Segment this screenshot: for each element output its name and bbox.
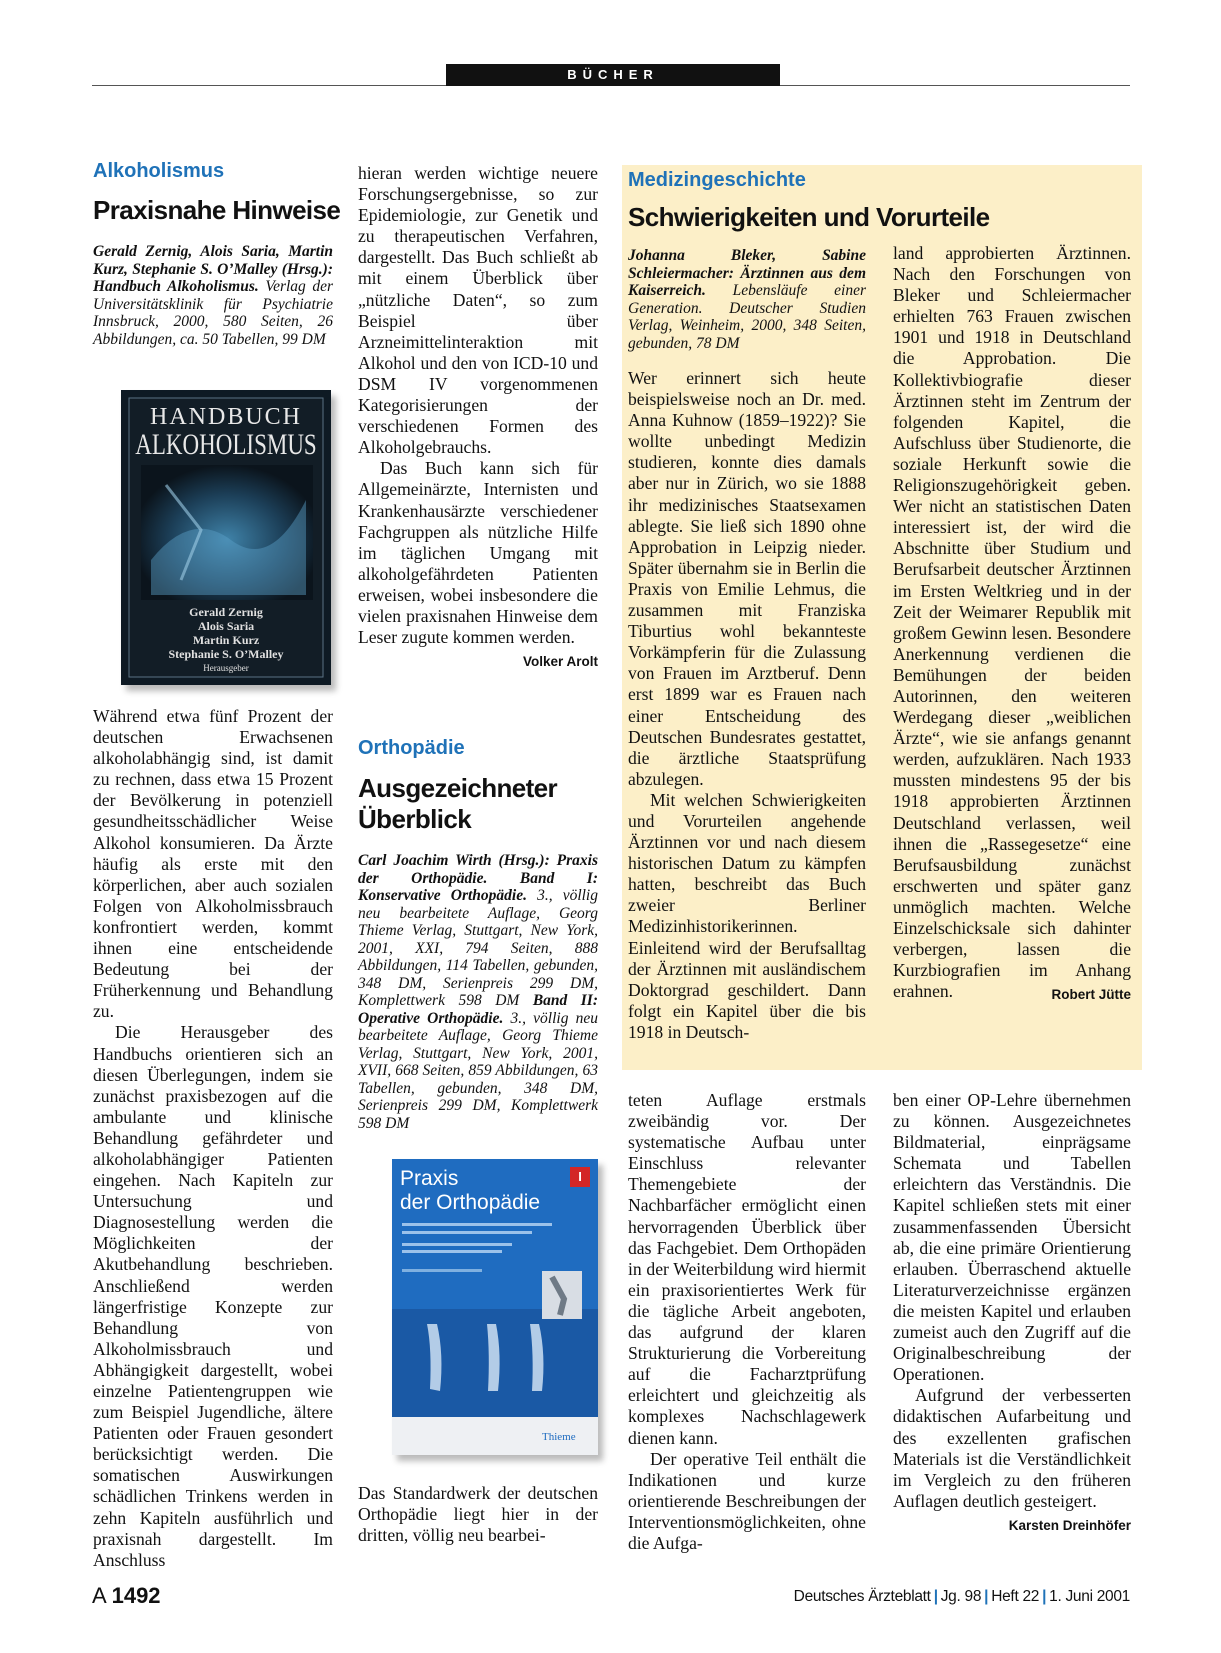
text-column-4-bottom [893,1090,1131,1536]
cover-title-line: der Orthopädie [400,1191,541,1214]
journal-date: 1. Juni 2001 [1049,1588,1130,1605]
author-signature: Karsten Dreinhöfer [1008,1517,1131,1533]
paragraph [893,1385,1131,1533]
paragraph-text: Das Buch kann sich für Allgemeinärzte, Internisten und Krankenhausärzte verschiedener Fachgruppen als nützliche Hilfe im täglichen Umgang mit alkoholgefährdeten Patienten erweisen, wobei insbesondere die vielen praxisnahen Hinweise dem Leser zugute kommen werden. [358,458,598,648]
cover-author: Martin Kurz [192,633,260,647]
cover-author: Gerald Zernig [189,605,263,619]
page-prefix: A [92,1583,106,1608]
text-column-1 [93,706,333,1571]
paragraph [358,458,598,670]
paragraph: hieran werden wichtige neuere Forschungsergebnisse, so zur Epidemiologie, zur Genetik und zu therapeutischen Verfahren, dargestellt. Das Buch schließt ab mit einem Überblick über „nützliche Daten“, so zum Beispiel über Arzneimittelinteraktion mit Alkohol und den von ICD-10 und DSM IV vorgenommenen Kategorisierungen der verschiedenen Formen des Alkoholgebrauchs. [358,163,598,458]
publisher-logo: Thieme [542,1431,576,1443]
biblio-title: Carl Joachim Wirth (Hrsg.): Praxis der Orthopädie. Band I: Konservative Orthopädie. [358,852,598,904]
biblio-details: Verlag der Universitätsklinik für Psychiatrie Innsbruck, 2000, 580 Seiten, 26 Abbildungen, ca. 50 Tabellen, 99 DM [93,278,333,348]
headline-line: Überblick [358,804,472,834]
page-number [92,1583,161,1609]
paragraph: Mit welchen Schwierigkeiten und Vorurteilen angehende Ärztinnen vor und nach diesem historischen Datum zu kämpfen hatten, beschreibt das Buch zweier Berliner Medizinhistorikerinnen. Einleitend wird der Berufsalltag der Ärztinnen mit ausländischem Doktorgrad geschildert. Dann folgt ein Kapitel über die bis 1918 in Deutsch- [628,789,866,1042]
cover-authors [121,605,331,675]
paragraph-text: Aufgrund der verbesserten didaktischen Aufarbeitung und des exzellenten grafischen Materials ist die Verständlichkeit im Vergleich zu den früheren Auflagen deutlich gesteigert. [893,1385,1131,1511]
volume-badge: I [570,1167,590,1187]
cover-role: Herausgeber [203,663,249,673]
footer-separator: | [984,1588,989,1605]
cover-title-line1: HANDBUCH [149,404,302,430]
footer-separator: | [1042,1588,1047,1605]
biblio-details: Lebensläufe einer Generation. Deutscher Studien Verlag, Weinheim, 2000, 348 Seiten, gebunden, 78 DM [628,282,866,352]
biblio-title: Band II: Operative Orthopädie. [358,992,598,1027]
book-cover-alkoholismus [121,390,331,685]
text-column-3-bottom [628,1090,866,1554]
biblio-medizingeschichte [628,247,866,352]
cover-author: Alois Saria [197,619,255,633]
paragraph: teten Auflage erstmals zweibändig vor. Der systematische Aufbau unter Einschluss relevanter Themengebiete der Nachbarfächer ermöglicht einen hervorragenden Überblick über das Fachgebiet. Dem Orthopäden in der Weiterbildung wird hiermit ein praxisorientiertes Werk für die tägliche Arbeit angeboten, das aufgrund der klaren Strukturierung die Vorbereitung auf die Facharztprüfung erleichtert und gleichzeitig als komplexes Nachschlagewerk dienen kann. [628,1090,866,1448]
book-cover-orthopaedie [392,1159,598,1455]
section-label: BÜCHER [446,64,780,86]
paragraph [893,243,1131,1002]
text-column-2-top [358,163,598,672]
text-column-2-bottom [358,1483,598,1546]
cover-art-orthopaedie [392,1159,598,1455]
biblio-orthopaedie [358,852,598,1132]
paragraph: Die Herausgeber des Handbuchs orientieren sich an diesen Überlegungen, indem sie zunächst praxisbezogen auf die ambulante und klinische Behandlung gefährdeter und alkoholabhängiger Patienten eingehen. Nach Kapiteln zur Untersuchung und Diagnosestellung werden die Möglichkeiten der Akutbehandlung beschrieben. Anschließend werden längerfristige Konzepte zur Behandlung von Alkoholmissbrauch und Abhängigkeit dargestellt, wobei einzelne Patientengruppen wie zum Beispiel Jugendliche, ältere Patienten oder Frauen gesondert berücksichtigt werden. Die somatischen Auswirkungen schädlichen Trinkens werden in zehn Kapiteln ausführlich und praxisnah dargestellt. Im Anschluss [93,1022,333,1570]
biblio-details: 3., völlig neu bearbeitete Auflage, Georg Thieme Verlag, Stuttgart, New York, 2001, XVII, 668 Seiten, 859 Abbildungen, 63 Tabellen, gebunden, 348 DM, Serienpreis 299 DM, Komplettwerk 598 DM [358,1009,598,1132]
journal-name: Deutsches Ärzteblatt [793,1588,931,1605]
biblio-title: Johanna Bleker, Sabine Schleiermacher: Ärztinnen aus dem Kaiserreich. [628,247,866,299]
author-signature: Robert Jütte [1051,987,1131,1003]
headline-praxisnahe: Praxisnahe Hinweise [93,195,341,225]
journal-footer [794,1588,1130,1606]
paragraph: Das Standardwerk der deutschen Orthopädie liegt hier in der dritten, völlig neu bearbei- [358,1483,598,1546]
author-signature: Volker Arolt [522,654,598,670]
category-alkoholismus: Alkoholismus [93,160,225,182]
headline-ueberblick [358,773,608,835]
journal-volume: Jg. 98 [940,1588,982,1605]
paragraph: Während etwa fünf Prozent der deutschen Erwachsenen alkoholabhängig sind, ist damit zu rechnen, dass etwa 15 Prozent der Bevölkerung in potenziell gesundheitsschädlicher Weise Alkohol konsumieren. Da Ärzte häufig als erste mit den körperlichen, aber auch sozialen Folgen von Alkoholmissbrauch konfrontiert werden, kommt ihnen eine entscheidende Bedeutung bei der Früherkennung und Behandlung zu. [93,706,333,1022]
text-column-4-top [893,243,1131,1005]
biblio-title: Gerald Zernig, Alois Saria, Martin Kurz, Stephanie S. O’Malley (Hrsg.): Handbuch Alkoholismus. [93,243,333,295]
biblio-alkoholismus [93,243,333,348]
headline-schwierigkeiten: Schwierigkeiten und Vorurteile [628,202,990,232]
biblio-details: 3., völlig neu bearbeitete Auflage, Georg Thieme Verlag, Stuttgart, New York, 2001, XXI, 794 Seiten, 888 Abbildungen, 114 Tabellen, gebunden, 348 DM, Serienpreis 299 DM, Komplettwerk 598 DM [358,887,598,1009]
paragraph-text: land approbierten Ärztinnen. Nach den Forschungen von Bleker und Schleiermacher erhielten 763 Frauen zwischen 1901 und 1918 in Deutschland die Approbation. Die Kollektivbiografie dieser Ärztinnen steht im Zentrum der folgenden Kapitel, die Aufschluss über Studienorte, die soziale Herkunft sowie die Religionszugehörigkeit geben. Wer nicht an statistischen Daten interessiert ist, der wird die Abschnitte über Studium und Berufsarbeit deutscher Ärztinnen im Ersten Weltkrieg und in der Zeit der Weimarer Republik mit großem Gewinn lesen. Besondere Anerkennung verdienen die Bemühungen der beiden Autorinnen, den weiteren Werdegang dieser „weiblichen Ärzte“, wie sie anfangs genannt werden, aufzuklären. Nach 1933 mussten mindestens 95 der bis 1918 approbierten Ärztinnen Deutschland verlassen, weil ihnen die „Rassegesetze“ eine Berufsausbildung zunächst erschwerten und später ganz unmöglich machten. Welche Einzelschicksale sich dahinter verbergen, lassen die Kurzbiografien im Anhang erahnen. [893,243,1131,1002]
cover-title-line: Praxis [400,1167,459,1190]
page-number-value: 1492 [111,1583,161,1608]
category-medizingeschichte: Medizingeschichte [628,169,806,191]
cover-title-line2: ALKOHOLISMUS [135,428,317,461]
paragraph: Der operative Teil enthält die Indikationen und kurze orientierende Beschreibungen der Interventionsmöglichkeiten, ohne die Aufga- [628,1448,866,1553]
paragraph: ben einer OP-Lehre übernehmen zu können. Ausgezeichnetes Bildmaterial, einprägsame Schemata und Tabellen erleichtern das Verständnis. Die Kapitel schließen stets mit einer zusammenfassenden Übersicht ab, die eine primäre Orientierung erlauben. Überraschend aktuelle Literaturverzeichnisse ergänzen die meisten Kapitel und erlauben zumeist auch den Zugriff auf die Originalbeschreibung der Operationen. [893,1090,1131,1385]
footer-separator: | [933,1588,938,1605]
paragraph: Wer erinnert sich heute beispielsweise noch an Dr. med. Anna Kuhnow (1859–1922)? Sie wollte unbedingt Medizin studieren, konnte dies damals aber nur in Zürich, wo sie 1888 ihr medizinisches Staatsexamen ablegte. Sie ließ sich 1890 ohne Approbation in Leipzig nieder. Später übernahm sie in Berlin die Praxis von Emilie Lehmus, die zusammen mit Franziska Tiburtius wohl bekannteste Vorkämpferin für die Zulassung von Frauen im Arztberuf. Denn erst 1899 war es Frauen nach einer Entscheidung des Deutschen Bundesrates gestattet, die ärztliche Staatsprüfung abzulegen. [628,368,866,789]
cover-author: Stephanie S. O’Malley [168,647,284,661]
journal-issue: Heft 22 [991,1588,1040,1605]
headline-line: Ausgezeichneter [358,773,558,803]
text-column-3-top [628,368,866,1043]
category-orthopaedie: Orthopädie [358,737,465,759]
